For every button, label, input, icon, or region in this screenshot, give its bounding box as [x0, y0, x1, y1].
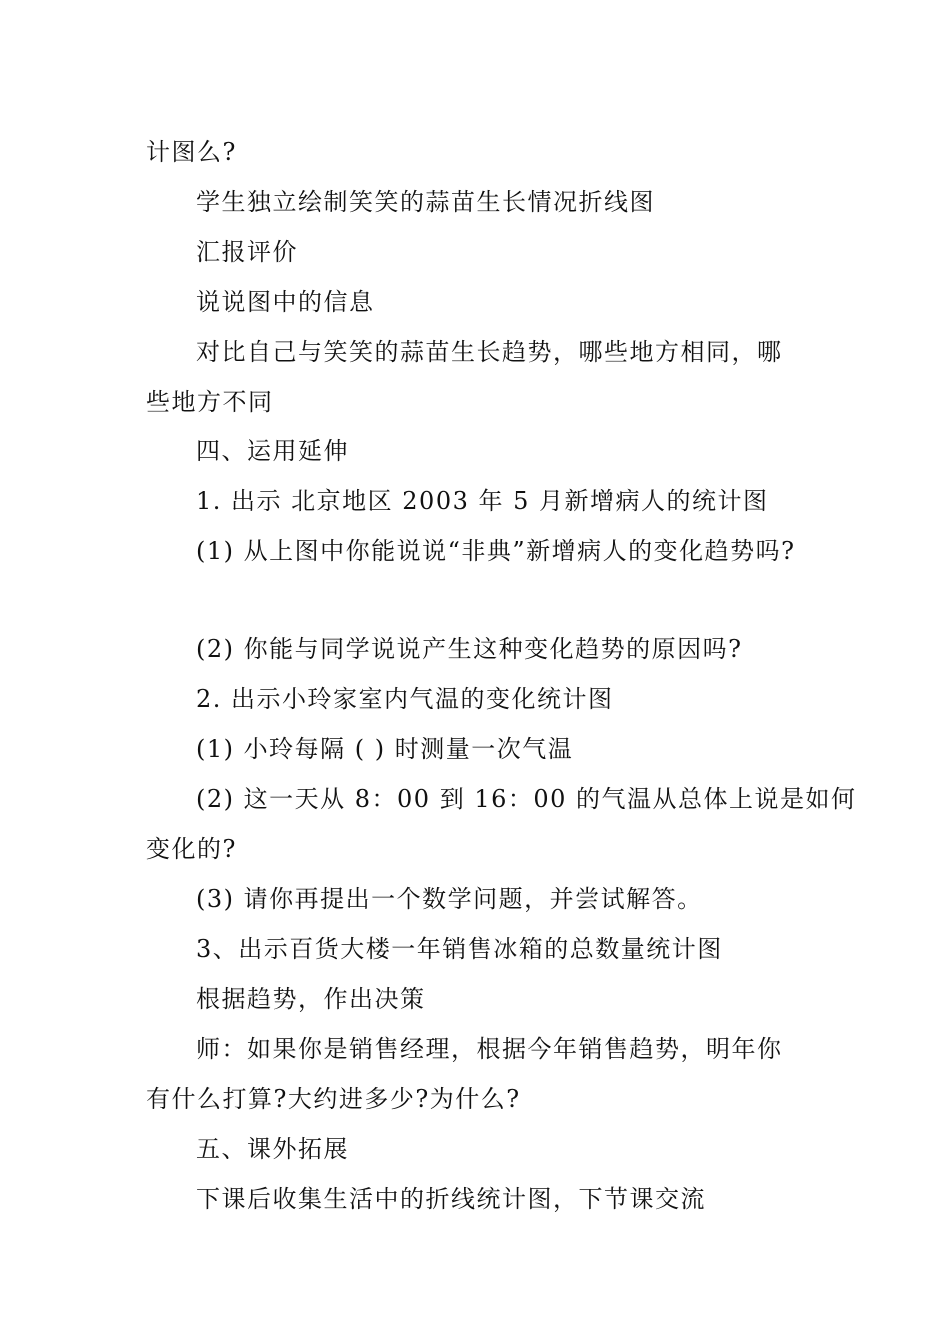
text-line-continuation: 计图么?	[146, 138, 237, 166]
text-line-student-drawing: 学生独立绘制笑笑的蒜苗生长情况折线图	[196, 188, 655, 216]
text-line-decision: 根据趋势，作出决策	[196, 985, 426, 1013]
text-line-teacher: 师：如果你是销售经理，根据今年销售趋势，明年你	[196, 1035, 783, 1063]
text-line-item-2-q2: (2) 这一天从 8：00 到 16：00 的气温从总体上说是如何	[196, 785, 857, 813]
text-line-homework: 下课后收集生活中的折线统计图，下节课交流	[196, 1185, 706, 1213]
text-line-item-2-q1: (1) 小玲每隔 ( ) 时测量一次气温	[196, 735, 574, 763]
text-line-item-3: 3、出示百货大楼一年销售冰箱的总数量统计图	[196, 935, 723, 963]
section-heading-five: 五、课外拓展	[196, 1135, 349, 1163]
text-line-item-2: 2. 出示小玲家室内气温的变化统计图	[196, 685, 614, 713]
text-line-item-1-q2: (2) 你能与同学说说产生这种变化趋势的原因吗?	[196, 635, 743, 663]
text-line-report: 汇报评价	[196, 238, 298, 266]
text-line-info: 说说图中的信息	[196, 288, 375, 316]
text-line-teacher-cont: 有什么打算?大约进多少?为什么?	[146, 1085, 521, 1113]
text-line-item-1: 1. 出示 北京地区 2003 年 5 月新增病人的统计图	[196, 487, 769, 515]
text-line-compare-cont: 些地方不同	[146, 388, 274, 416]
section-heading-four: 四、运用延伸	[196, 437, 349, 465]
text-line-compare: 对比自己与笑笑的蒜苗生长趋势，哪些地方相同，哪	[196, 338, 783, 366]
text-line-item-1-q1: (1) 从上图中你能说说“非典”新增病人的变化趋势吗?	[196, 537, 796, 565]
text-line-item-2-q3: (3) 请你再提出一个数学问题，并尝试解答。	[196, 885, 703, 913]
text-line-item-2-q2-cont: 变化的?	[146, 835, 237, 863]
